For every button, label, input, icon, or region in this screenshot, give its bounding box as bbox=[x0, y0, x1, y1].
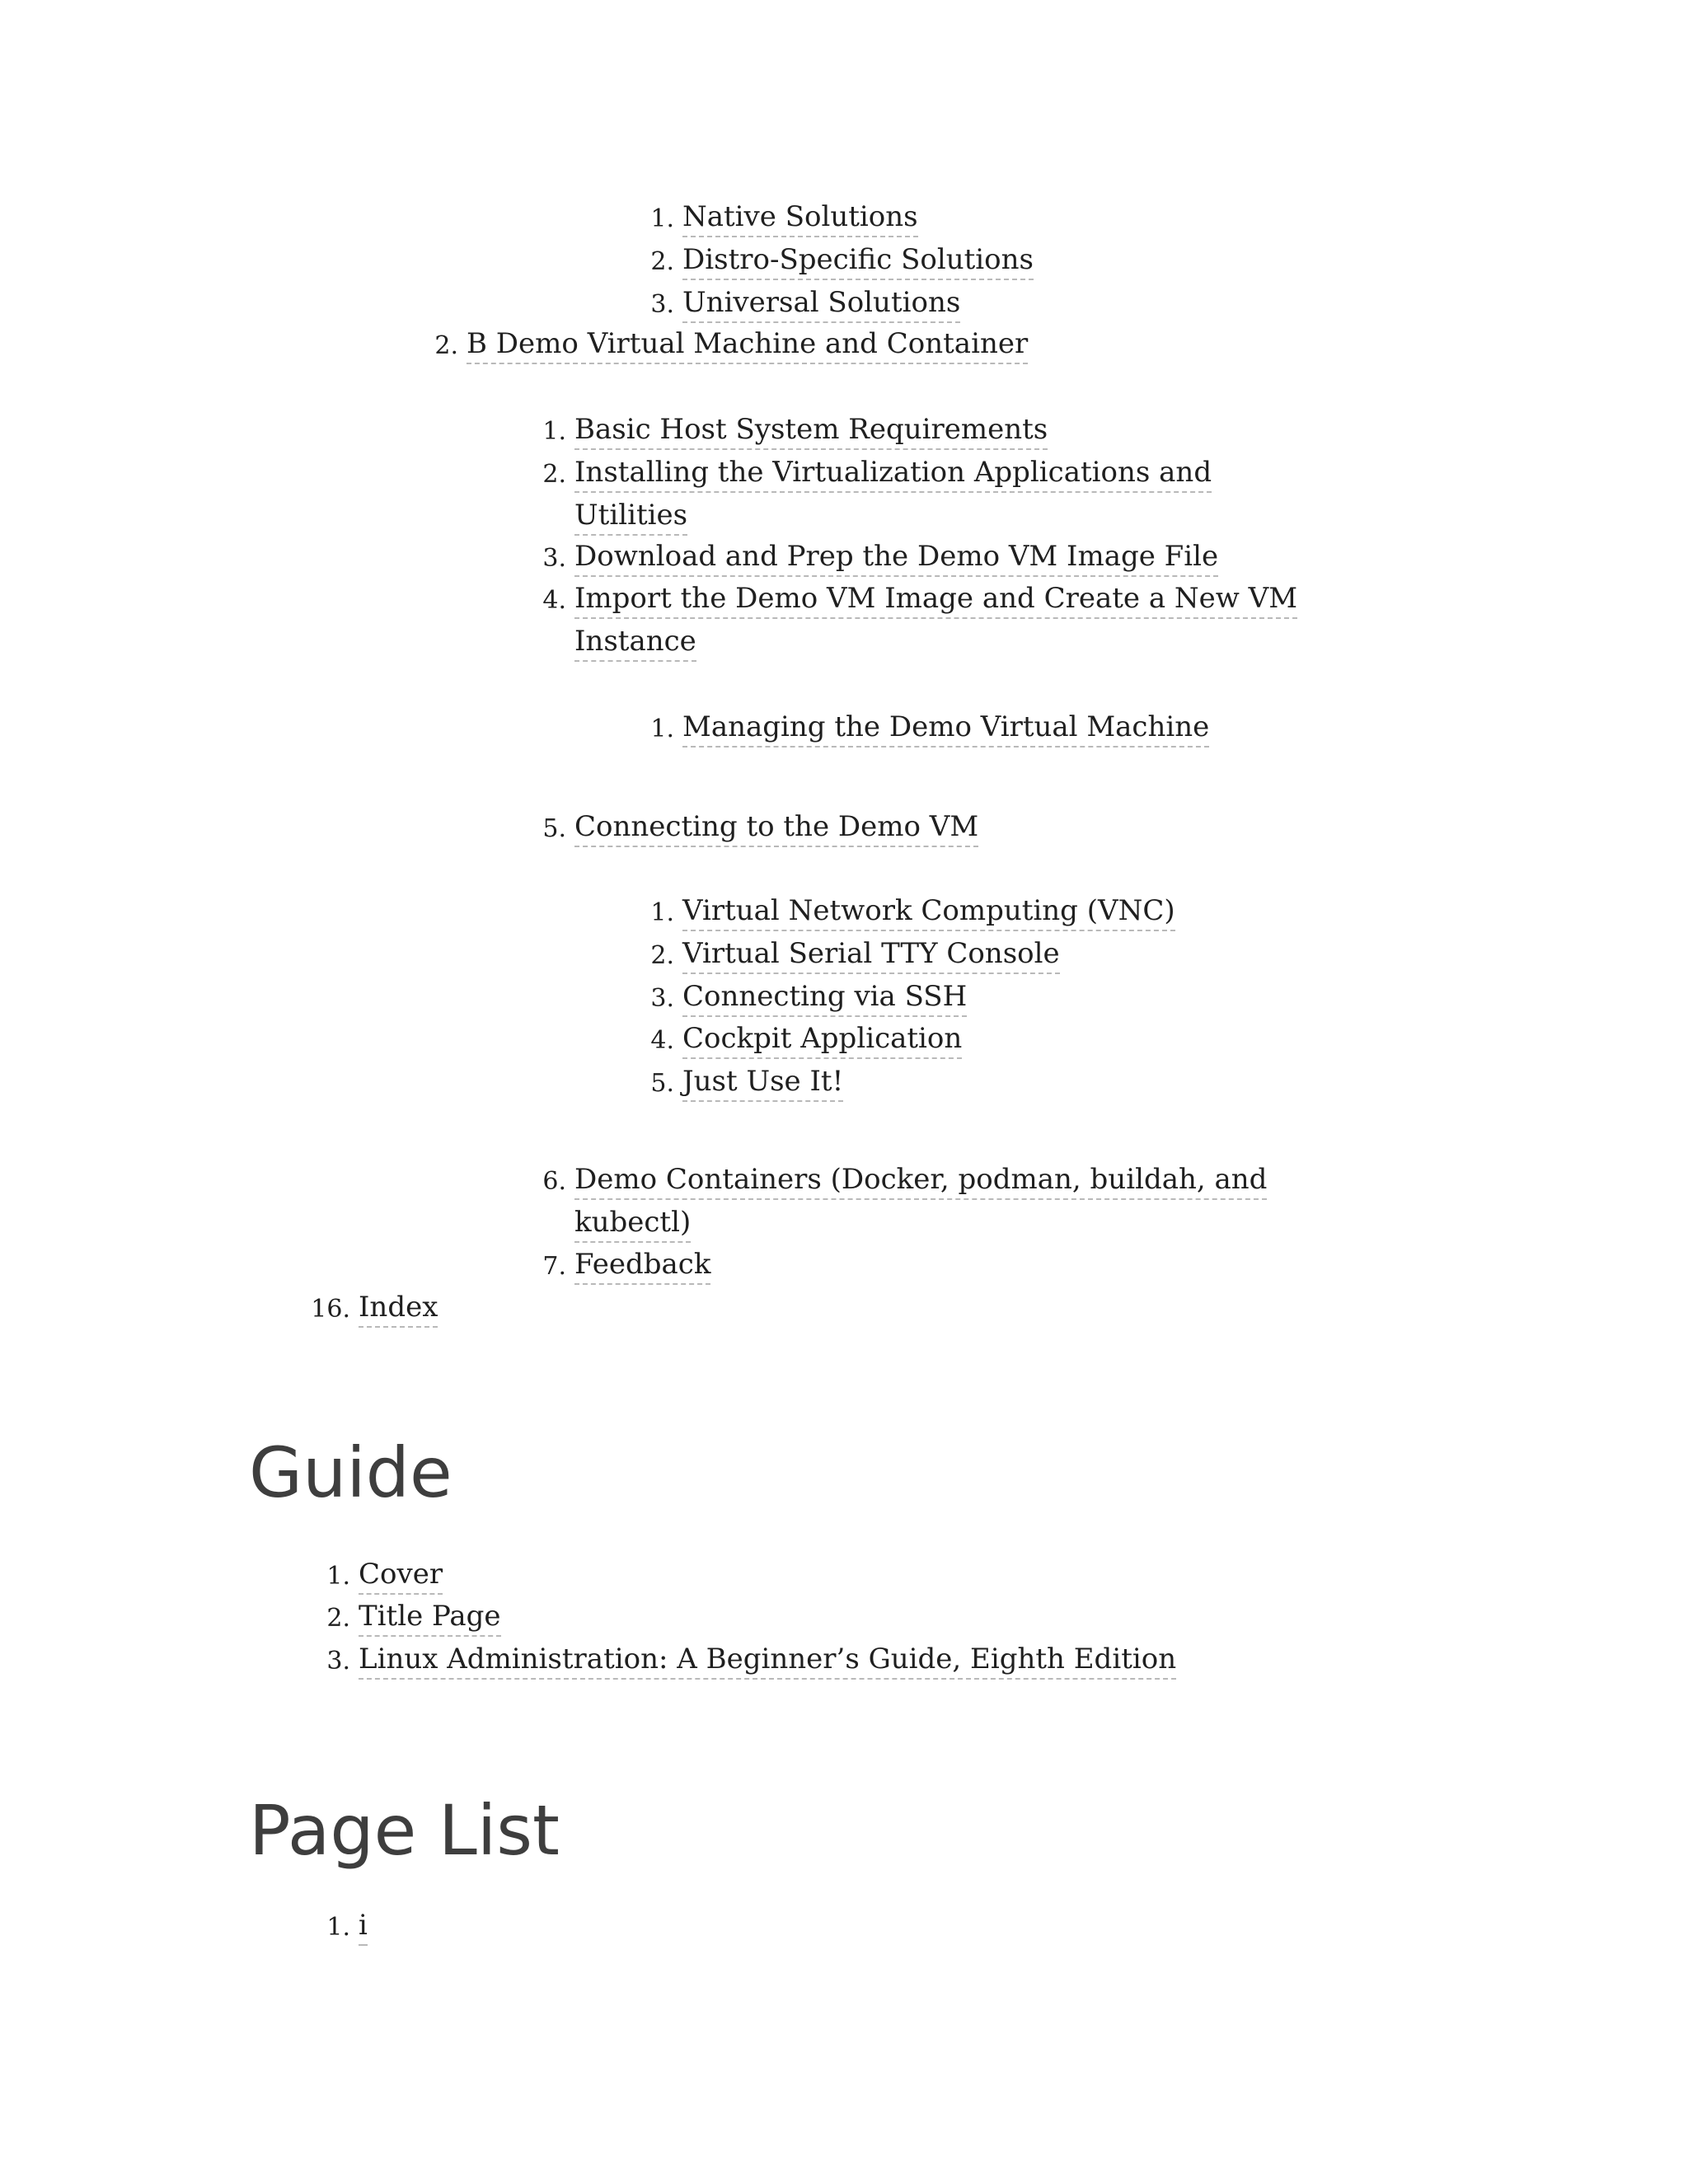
guide-link-cover[interactable]: Cover bbox=[359, 1555, 443, 1595]
page-list-heading: Page List bbox=[249, 1790, 560, 1871]
list-number: 1. bbox=[650, 715, 674, 743]
toc-link-distro-specific-solutions[interactable]: Distro-Specific Solutions bbox=[682, 241, 1034, 280]
list-number: 2. bbox=[326, 1604, 350, 1633]
list-number: 4. bbox=[542, 586, 566, 615]
toc-link-installing-virtualization[interactable]: Installing the Virtualization Applications and bbox=[574, 453, 1212, 493]
toc-link-demo-containers[interactable]: Demo Containers (Docker, podman, buildah, and bbox=[574, 1160, 1267, 1200]
page-list-link-i[interactable]: i bbox=[359, 1906, 368, 1946]
guide-link-book-title[interactable]: Linux Administration: A Beginner’s Guide, Eighth Edition bbox=[359, 1640, 1176, 1680]
list-number: 1. bbox=[326, 1562, 350, 1591]
toc-link-installing-virtualization-continued[interactable]: Utilities bbox=[574, 496, 687, 536]
toc-link-basic-host-requirements[interactable]: Basic Host System Requirements bbox=[574, 410, 1048, 450]
toc-link-demo-containers-continued[interactable]: kubectl) bbox=[574, 1203, 691, 1243]
toc-link-universal-solutions[interactable]: Universal Solutions bbox=[682, 284, 960, 323]
toc-link-index[interactable]: Index bbox=[359, 1288, 438, 1328]
toc-link-vnc[interactable]: Virtual Network Computing (VNC) bbox=[682, 892, 1175, 931]
list-number: 3. bbox=[326, 1647, 350, 1675]
list-number: 4. bbox=[650, 1026, 674, 1055]
guide-link-title-page[interactable]: Title Page bbox=[359, 1597, 501, 1637]
toc-link-just-use-it[interactable]: Just Use It! bbox=[682, 1062, 843, 1102]
toc-link-import-demo-vm[interactable]: Import the Demo VM Image and Create a New VM bbox=[574, 579, 1297, 619]
list-number: 1. bbox=[542, 417, 566, 446]
toc-link-ssh[interactable]: Connecting via SSH bbox=[682, 977, 967, 1017]
toc-link-native-solutions[interactable]: Native Solutions bbox=[682, 198, 918, 237]
list-number: 2. bbox=[542, 460, 566, 489]
list-number: 2. bbox=[650, 247, 674, 276]
list-number: 1. bbox=[650, 204, 674, 233]
toc-link-download-prep-vm[interactable]: Download and Prep the Demo VM Image File bbox=[574, 537, 1218, 577]
toc-link-cockpit[interactable]: Cockpit Application bbox=[682, 1019, 962, 1059]
list-number: 1. bbox=[650, 898, 674, 927]
toc-link-import-demo-vm-continued[interactable]: Instance bbox=[574, 622, 696, 662]
list-number: 5. bbox=[650, 1069, 674, 1098]
list-number: 6. bbox=[542, 1167, 566, 1196]
list-number: 7. bbox=[542, 1252, 566, 1281]
list-number: 3. bbox=[650, 984, 674, 1013]
toc-link-serial-tty[interactable]: Virtual Serial TTY Console bbox=[682, 935, 1060, 974]
list-number: 16. bbox=[311, 1295, 350, 1324]
list-number: 3. bbox=[650, 290, 674, 319]
toc-link-connecting-demo-vm[interactable]: Connecting to the Demo VM bbox=[574, 808, 978, 847]
list-number: 2. bbox=[650, 941, 674, 970]
list-number: 5. bbox=[542, 814, 566, 843]
list-number: 3. bbox=[542, 544, 566, 573]
toc-link-feedback[interactable]: Feedback bbox=[574, 1245, 710, 1285]
list-number: 2. bbox=[434, 331, 458, 360]
toc-link-managing-demo-vm[interactable]: Managing the Demo Virtual Machine bbox=[682, 708, 1209, 748]
toc-link-appendix-b[interactable]: B Demo Virtual Machine and Container bbox=[467, 325, 1028, 364]
list-number: 1. bbox=[326, 1913, 350, 1942]
guide-heading: Guide bbox=[249, 1432, 452, 1513]
